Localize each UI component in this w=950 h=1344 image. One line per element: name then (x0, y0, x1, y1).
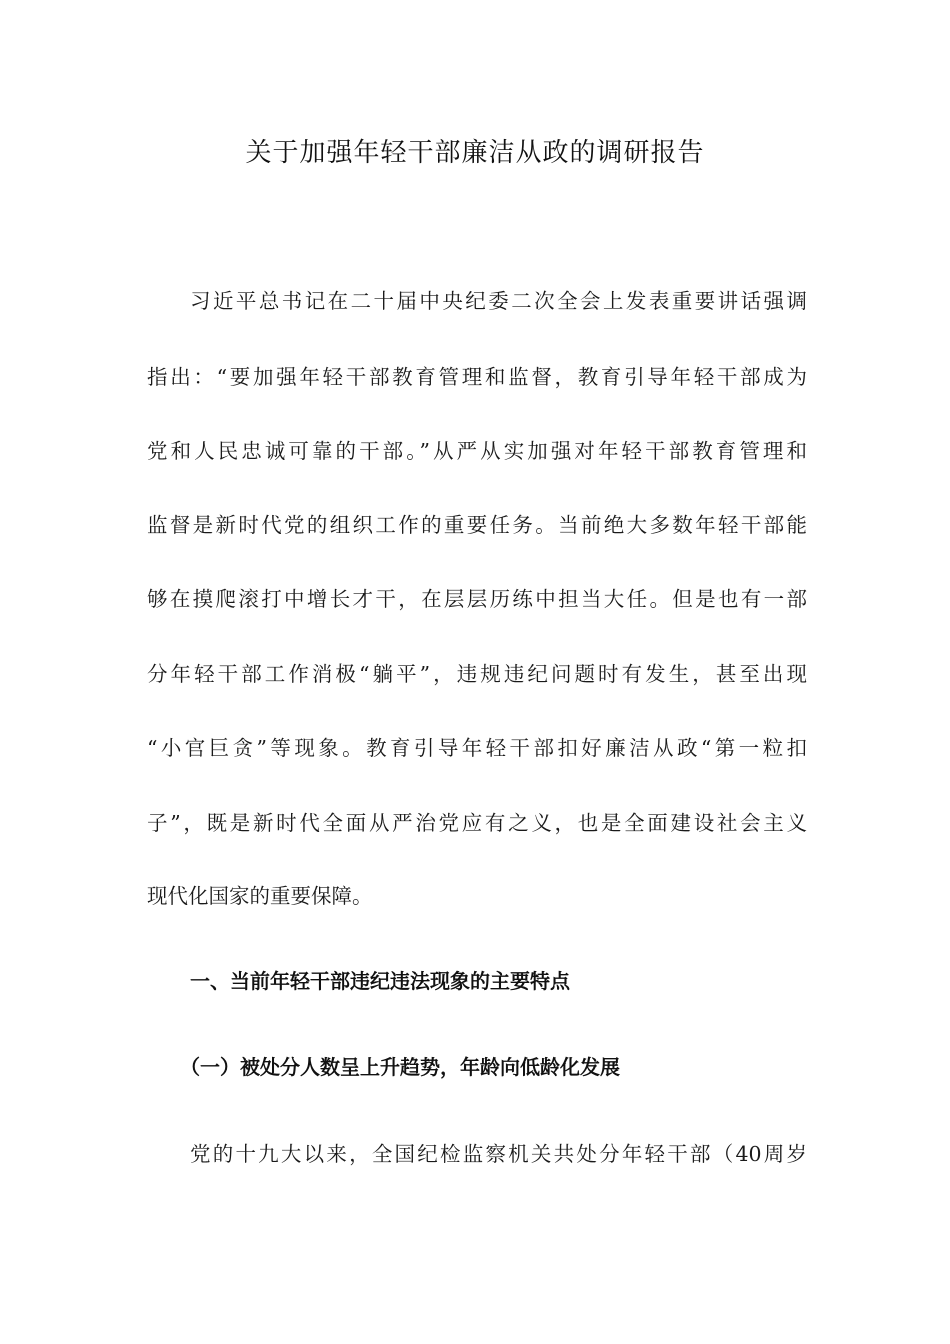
paragraph-line: 党和人民忠诚可靠的干部。”从严从实加强对年轻干部教育管理和 (147, 439, 807, 463)
paragraph-line: 现代化国家的重要保障。 (147, 884, 373, 908)
document-title: 关于加强年轻干部廉洁从政的调研报告 (245, 138, 705, 168)
paragraph-line: 分年轻干部工作消极“躺平”，违规违纪问题时有发生，甚至出现 (147, 662, 807, 686)
paragraph-line: 够在摸爬滚打中增长才干，在层层历练中担当大任。但是也有一部 (147, 587, 807, 611)
paragraph-line: 子”，既是新时代全面从严治党应有之义，也是全面建设社会主义 (147, 811, 807, 835)
paragraph-line: 党的十九大以来，全国纪检监察机关共处分年轻干部（40周岁 (190, 1142, 807, 1166)
section-heading: 一、当前年轻干部违纪违法现象的主要特点 (190, 969, 570, 993)
subsection-heading: （一）被处分人数呈上升趋势，年龄向低龄化发展 (180, 1055, 620, 1079)
paragraph-line: 习近平总书记在二十届中央纪委二次全会上发表重要讲话强调 (190, 289, 807, 313)
paragraph-line: 监督是新时代党的组织工作的重要任务。当前绝大多数年轻干部能 (147, 513, 807, 537)
paragraph-line: “小官巨贪”等现象。教育引导年轻干部扣好廉洁从政“第一粒扣 (147, 736, 807, 760)
paragraph-line: 指出：“要加强年轻干部教育管理和监督，教育引导年轻干部成为 (147, 365, 807, 389)
